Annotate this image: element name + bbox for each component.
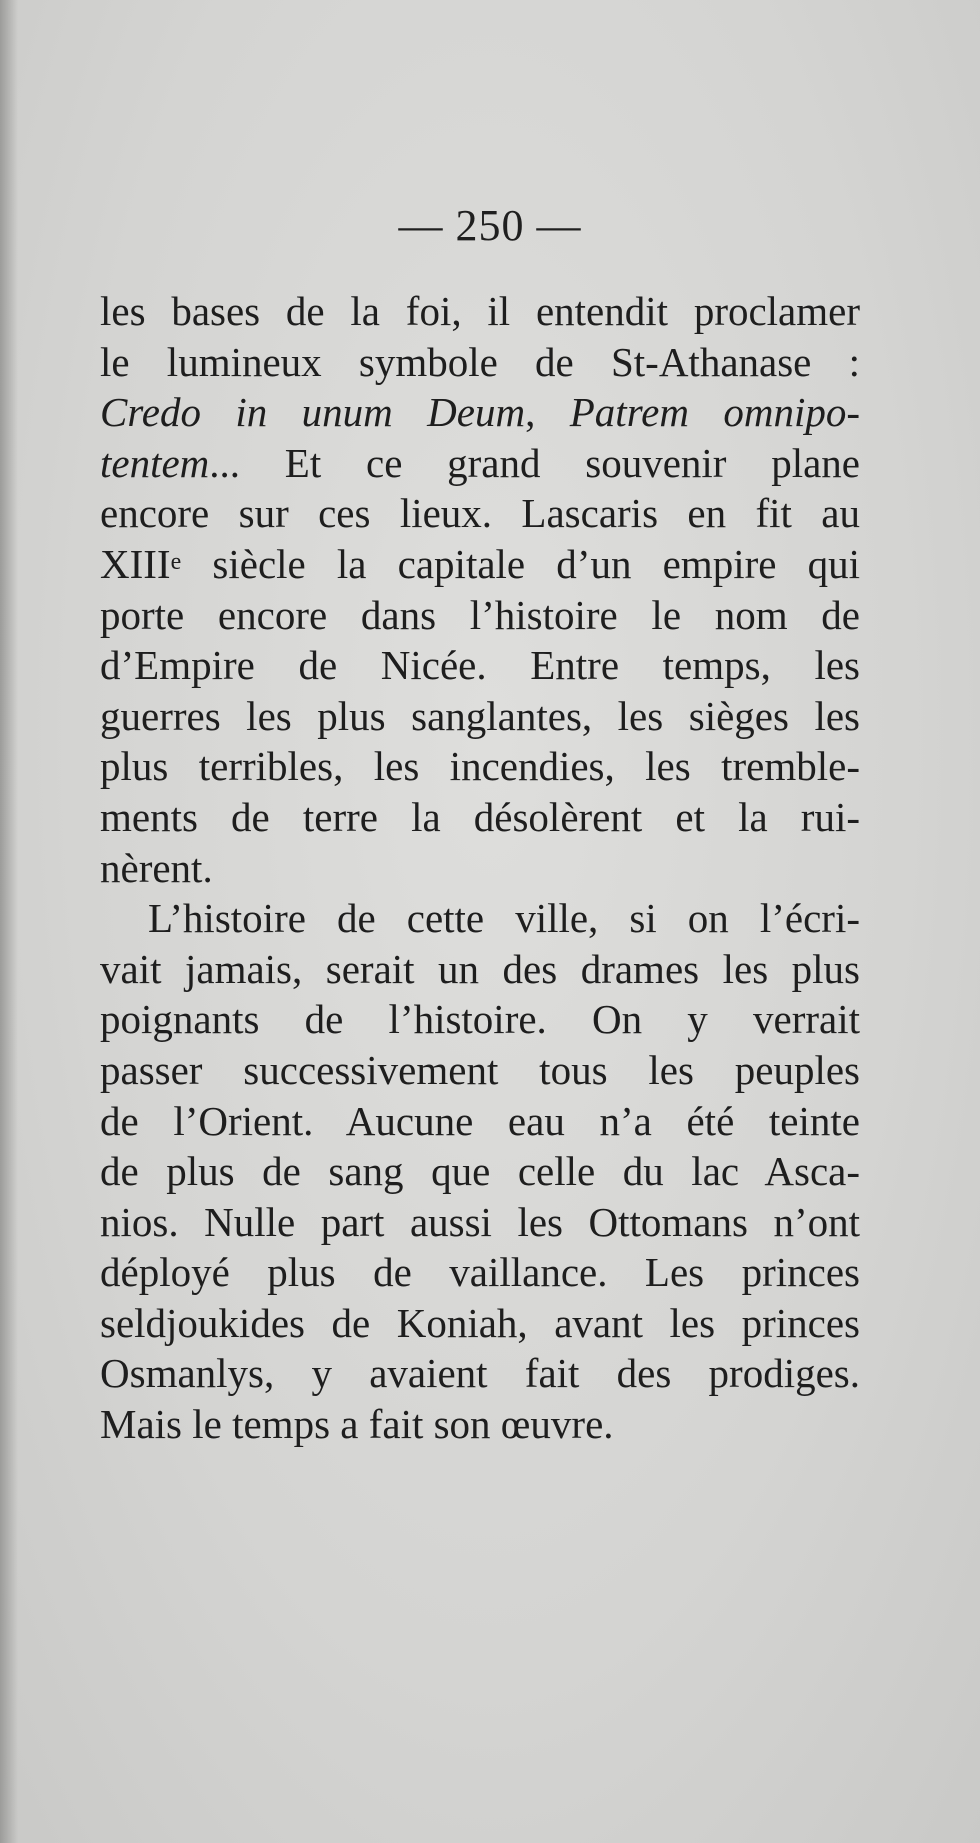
- superscript: e: [170, 548, 182, 575]
- paragraph: [100, 286, 860, 893]
- text-line: [100, 337, 860, 388]
- paragraph: [100, 893, 860, 1450]
- text-line: [100, 994, 860, 1045]
- text-segment: poignants de l’histoire. On y verrait: [100, 996, 860, 1043]
- text-segment: d’Empire de Nicée. Entre temps, les: [100, 642, 860, 689]
- text-segment: seldjoukides de Koniah, avant les princes: [100, 1299, 860, 1346]
- text-segment: nèrent.: [100, 844, 213, 891]
- text-line: [100, 1399, 860, 1450]
- text-segment: ,: [525, 389, 570, 436]
- body-text: [100, 286, 860, 1450]
- text-segment: Osmanlys, y avaient fait des prodiges.: [100, 1350, 860, 1397]
- text-segment: ments de terre la désolèrent et la rui-: [100, 793, 860, 840]
- text-line: [100, 1045, 860, 1096]
- italic-text: Credo in unum Deum: [100, 389, 526, 436]
- text-line: [100, 488, 860, 539]
- italic-text: tentem: [100, 439, 210, 486]
- text-segment: siècle la capitale d’un empire qui: [181, 540, 860, 587]
- text-line: [100, 893, 860, 944]
- text-segment: vait jamais, serait un des drames les plus: [100, 945, 860, 992]
- text-segment: guerres les plus sanglantes, les sièges les: [100, 692, 860, 739]
- text-line: [100, 438, 860, 489]
- italic-text: Patrem omnipo-: [569, 389, 860, 436]
- text-segment: ... Et ce grand souvenir plane: [209, 439, 860, 486]
- text-line: [100, 1146, 860, 1197]
- text-line: [100, 843, 860, 894]
- text-segment: encore sur ces lieux. Lascaris en fit au: [100, 490, 860, 537]
- text-segment: XIII: [100, 540, 171, 587]
- text-segment: plus terribles, les incendies, les tremble-: [100, 743, 860, 790]
- text-line: [100, 792, 860, 843]
- text-line: [100, 539, 860, 590]
- text-line: [100, 1096, 860, 1147]
- text-segment: nios. Nulle part aussi les Ottomans n’ont: [100, 1198, 860, 1245]
- text-line: [100, 590, 860, 641]
- text-segment: de l’Orient. Aucune eau n’a été teinte: [100, 1097, 860, 1144]
- page-edge-shadow: [0, 0, 18, 1843]
- text-line: [100, 691, 860, 742]
- text-line: [100, 1197, 860, 1248]
- text-segment: L’histoire de cette ville, si on l’écri-: [148, 895, 860, 942]
- text-line: [100, 640, 860, 691]
- text-line: [100, 1247, 860, 1298]
- text-line: [100, 944, 860, 995]
- text-segment: le lumineux symbole de St-Athanase :: [100, 338, 860, 385]
- text-segment: passer successivement tous les peuples: [100, 1046, 860, 1093]
- text-segment: les bases de la foi, il entendit proclamer: [100, 288, 860, 334]
- text-segment: Mais le temps a fait son œuvre.: [100, 1401, 614, 1448]
- text-line: [100, 1348, 860, 1399]
- text-segment: de plus de sang que celle du lac Asca-: [100, 1148, 860, 1195]
- text-line: [100, 387, 860, 438]
- page-number: — 250 —: [398, 201, 582, 250]
- text-line: [100, 286, 860, 337]
- text-line: [100, 1298, 860, 1349]
- text-segment: porte encore dans l’histoire le nom de: [100, 591, 860, 638]
- text-line: [100, 741, 860, 792]
- text-segment: déployé plus de vaillance. Les princes: [100, 1249, 860, 1296]
